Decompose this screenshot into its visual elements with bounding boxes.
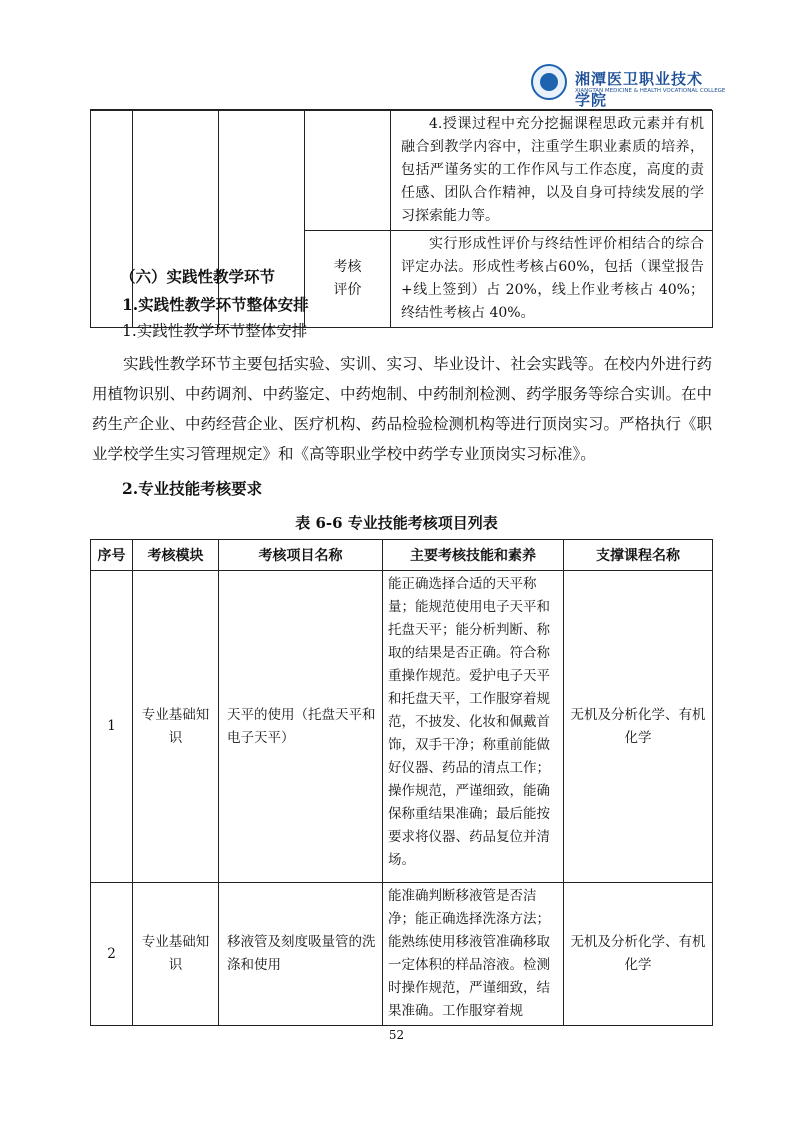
page-number: 52 [388, 1028, 405, 1042]
practice-paragraph-text: 实践性教学环节主要包括实验、实训、实习、毕业设计、社会实践等。在校内外进行药用植物识别、中药调剂、中药鉴定、中药炮制、中药制剂检测、药学服务等综合实训。在中药生产企业、中药经营企业、医疗机构、药品检验检测机构等进行顶岗实习。严格执行《职业学校学生实习管理规定》和《高等职业学校中药学专业顶岗实习标准》。 [92, 355, 713, 463]
row-module: 专业基础知识 [133, 571, 219, 883]
subheading-practice: 1.实践性教学环节整体安排 [122, 295, 309, 314]
col-header-skills: 主要考核技能和素养 [383, 540, 564, 571]
col-header-project: 考核项目名称 [219, 540, 383, 571]
table-header-row [91, 540, 713, 571]
row-project: 移液管及刻度吸量管的洗涤和使用 [219, 883, 383, 1026]
col-header-no: 序号 [91, 540, 133, 571]
col-header-module: 考核模块 [133, 540, 219, 571]
table-row [91, 571, 713, 883]
college-name-en: XIANGTAN MEDICINE & HEALTH VOCATIONAL COLLEGE [575, 88, 726, 94]
col-header-course: 支撑课程名称 [564, 540, 713, 571]
skills-assessment-table [90, 539, 713, 1026]
row-skills: 能正确选择合适的天平称量；能规范使用电子天平和托盘天平；能分析判断、称取的结果是否正确。符合称重操作规范。爱护电子天平和托盘天平，工作服穿着规范，不披发、化妆和佩戴首饰，双手干净；称重前能做好仪器、药品的清点工作；操作规范，严谨细致，能确保称重结果准确；最后能按要求将仪器、药品复位并清场。 [383, 571, 564, 883]
table-caption: 表 6-6 专业技能考核项目列表 [295, 514, 498, 532]
college-emblem-icon [531, 64, 567, 100]
row-project: 天平的使用（托盘天平和电子天平） [219, 571, 383, 883]
table-row [91, 883, 713, 1026]
section-heading: （六）实践性教学环节 [120, 267, 276, 286]
assess-text: 实行形成性评价与终结性评价相结合的综合评定办法。形成性考核占60%，包括（课堂报告+线上签到）占 20%，线上作业考核占 40%；终结性考核占 40%。 [391, 231, 713, 328]
college-name: 湘潭医卫职业技术学院 [575, 70, 704, 109]
assess-label: 考核评价 [305, 231, 391, 328]
row-number: 1 [91, 571, 133, 883]
row-skills: 能准确判断移液管是否洁净；能正确选择洗涤方法；能熟练使用移液管准确移取一定体积的样品溶液。检测时操作规范，严谨细致，结果准确。工作服穿着规 [383, 883, 564, 1026]
row-module: 专业基础知识 [133, 883, 219, 1026]
subheading-practice-plain: 1.实践性教学环节整体安排 [122, 322, 308, 340]
teaching-goal-text: 4.授课过程中充分挖掘课程思政元素并有机融合到教学内容中，注重学生职业素质的培养，包括严谨务实的工作作风与工作态度，高度的责任感、团队合作精神，以及自身可持续发展的学习探索能力等。 [391, 111, 713, 231]
practice-paragraph [92, 349, 712, 469]
subheading-skills: 2.专业技能考核要求 [122, 479, 263, 498]
row-course: 无机及分析化学、有机化学 [564, 883, 713, 1026]
college-logo [531, 64, 726, 109]
row-course: 无机及分析化学、有机化学 [564, 571, 713, 883]
row-number: 2 [91, 883, 133, 1026]
